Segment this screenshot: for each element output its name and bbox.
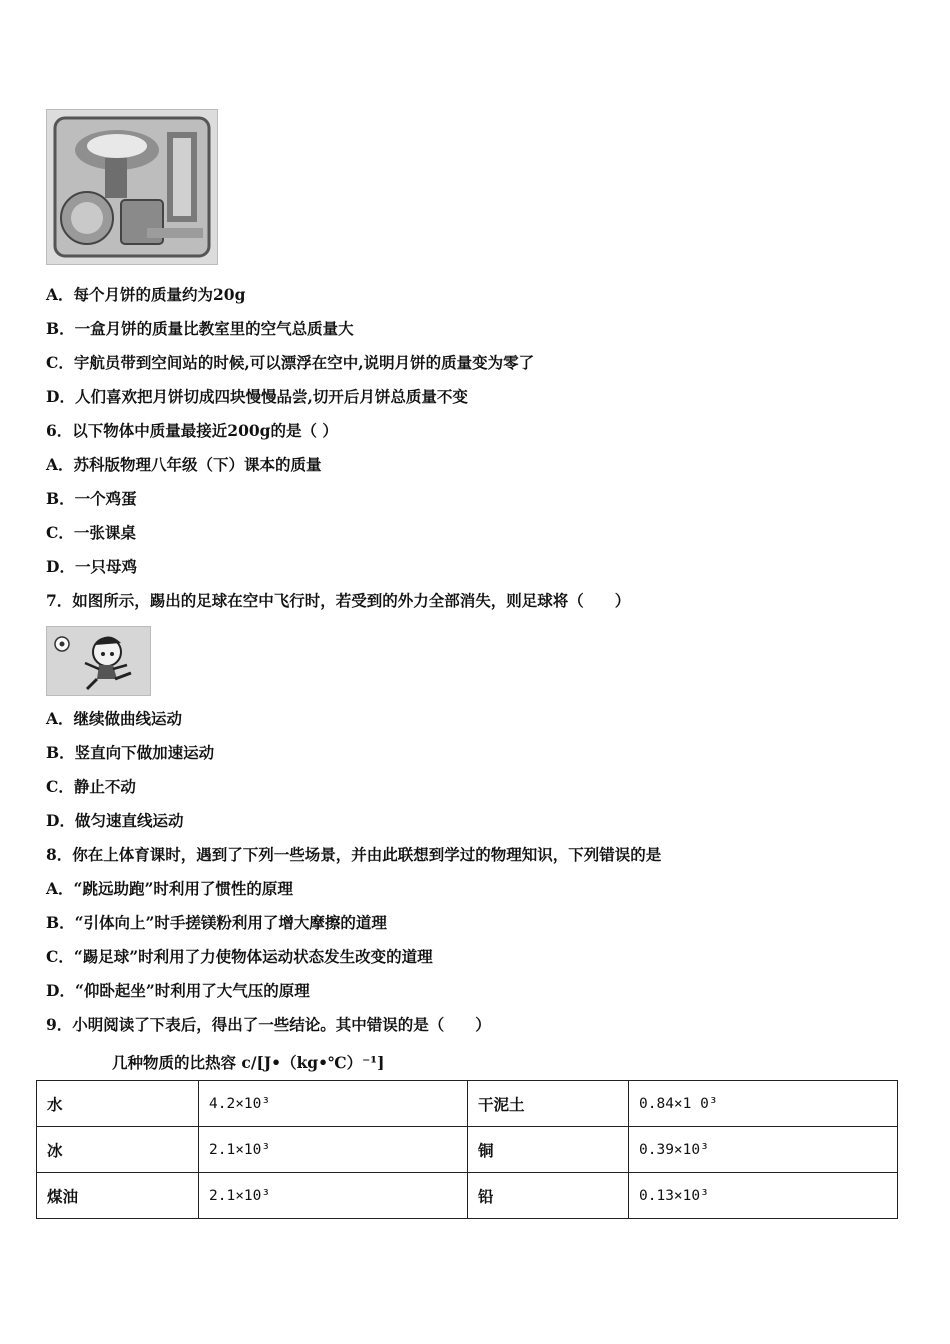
q5-option-a: A．每个月饼的质量约为20g [46, 285, 246, 304]
table-cell: 0.13×10³ [629, 1173, 898, 1219]
mooncake-image [46, 109, 218, 265]
table-cell: 2.1×10³ [199, 1127, 468, 1173]
table-cell: 水 [37, 1081, 199, 1127]
q7-stem: 7．如图所示，踢出的足球在空中飞行时，若受到的外力全部消失，则足球将（ ） [46, 591, 631, 610]
q7-option-c: C．静止不动 [46, 777, 136, 796]
q8-option-c: C．“踢足球”时利用了力使物体运动状态发生改变的道理 [46, 947, 433, 966]
q8-stem: 8．你在上体育课时，遇到了下列一些场景，并由此联想到学过的物理知识，下列错误的是 [46, 845, 662, 864]
q6-option-c: C．一张课桌 [46, 523, 136, 542]
q7-option-d: D．做匀速直线运动 [46, 811, 184, 830]
table-cell: 冰 [37, 1127, 199, 1173]
q6-option-b: B．一个鸡蛋 [46, 489, 137, 508]
q9-stem: 9．小明阅读了下表后，得出了一些结论。其中错误的是（ ） [46, 1015, 491, 1034]
q7-option-b: B．竖直向下做加速运动 [46, 743, 215, 762]
q8-option-d: D．“仰卧起坐”时利用了大气压的原理 [46, 981, 310, 1000]
table-row [37, 1081, 898, 1127]
table-row [37, 1173, 898, 1219]
table-cell: 煤油 [37, 1173, 199, 1219]
specific-heat-table [36, 1080, 898, 1219]
q6-option-d: D．一只母鸡 [46, 557, 137, 576]
football-kick-image [46, 626, 151, 696]
q5-option-c: C．宇航员带到空间站的时候,可以漂浮在空中,说明月饼的质量变为零了 [46, 353, 535, 372]
q8-option-a: A．“跳远助跑”时利用了惯性的原理 [46, 879, 293, 898]
q6-stem: 6．以下物体中质量最接近200g的是（ ） [46, 421, 338, 440]
table-cell: 铅 [468, 1173, 629, 1219]
q7-option-a: A．继续做曲线运动 [46, 709, 183, 728]
table-cell: 0.39×10³ [629, 1127, 898, 1173]
q6-option-a: A．苏科版物理八年级（下）课本的质量 [46, 455, 322, 474]
table-cell: 2.1×10³ [199, 1173, 468, 1219]
table-cell: 4.2×10³ [199, 1081, 468, 1127]
table-caption: 几种物质的比热容 c/[J•（kg•℃）⁻¹] [112, 1053, 385, 1072]
table-cell: 铜 [468, 1127, 629, 1173]
table-cell: 0.84×1 0³ [629, 1081, 898, 1127]
q5-option-d: D．人们喜欢把月饼切成四块慢慢品尝,切开后月饼总质量不变 [46, 387, 468, 406]
table-row [37, 1127, 898, 1173]
q5-option-b: B．一盒月饼的质量比教室里的空气总质量大 [46, 319, 354, 338]
q8-option-b: B．“引体向上”时手搓镁粉利用了增大摩擦的道理 [46, 913, 387, 932]
table-cell: 干泥土 [468, 1081, 629, 1127]
